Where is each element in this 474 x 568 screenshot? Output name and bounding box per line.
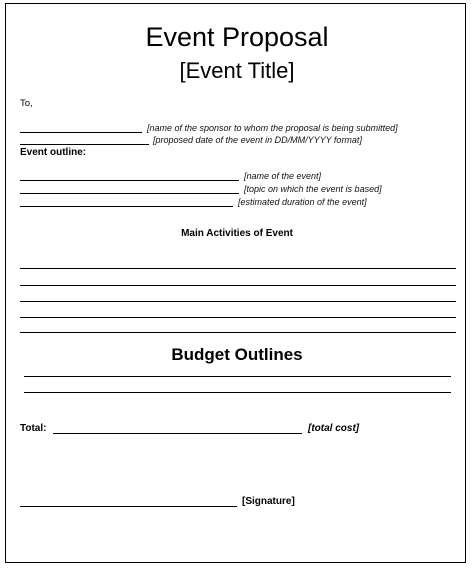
event-title-placeholder: [Event Title] (179, 58, 295, 83)
activities-line-2[interactable] (20, 285, 456, 286)
budget-line-1[interactable] (24, 376, 451, 377)
proposed-date-blank[interactable] (20, 144, 149, 145)
event-topic-blank[interactable] (20, 193, 239, 194)
total-cost-hint: [total cost] (308, 423, 360, 434)
sponsor-name-blank[interactable] (20, 132, 142, 133)
signature-hint: [Signature] (242, 496, 295, 507)
activities-line-1[interactable] (20, 268, 456, 269)
budget-line-2[interactable] (24, 392, 451, 393)
total-cost-blank[interactable] (53, 433, 302, 434)
event-topic-hint: [topic on which the event is based] (244, 184, 382, 194)
event-duration-blank[interactable] (20, 206, 233, 207)
to-label: To, (20, 98, 33, 109)
proposed-date-hint: [proposed date of the event in DD/MM/YYYY format] (153, 135, 362, 145)
activities-line-4[interactable] (20, 317, 456, 318)
event-duration-hint: [estimated duration of the event] (238, 197, 367, 207)
document-title: Event Proposal (145, 22, 329, 52)
budget-outlines-heading: Budget Outlines (171, 345, 303, 364)
activities-line-3[interactable] (20, 301, 456, 302)
main-activities-heading: Main Activities of Event (181, 228, 293, 239)
activities-line-5[interactable] (20, 332, 456, 333)
signature-blank[interactable] (20, 506, 237, 507)
event-name-hint: [name of the event] (244, 171, 322, 181)
event-name-blank[interactable] (20, 180, 239, 181)
sponsor-name-hint: [name of the sponsor to whom the proposal is being submitted] (147, 123, 398, 133)
event-outline-label: Event outline: (20, 147, 87, 158)
total-label: Total: (20, 423, 47, 434)
page-border (5, 3, 466, 563)
